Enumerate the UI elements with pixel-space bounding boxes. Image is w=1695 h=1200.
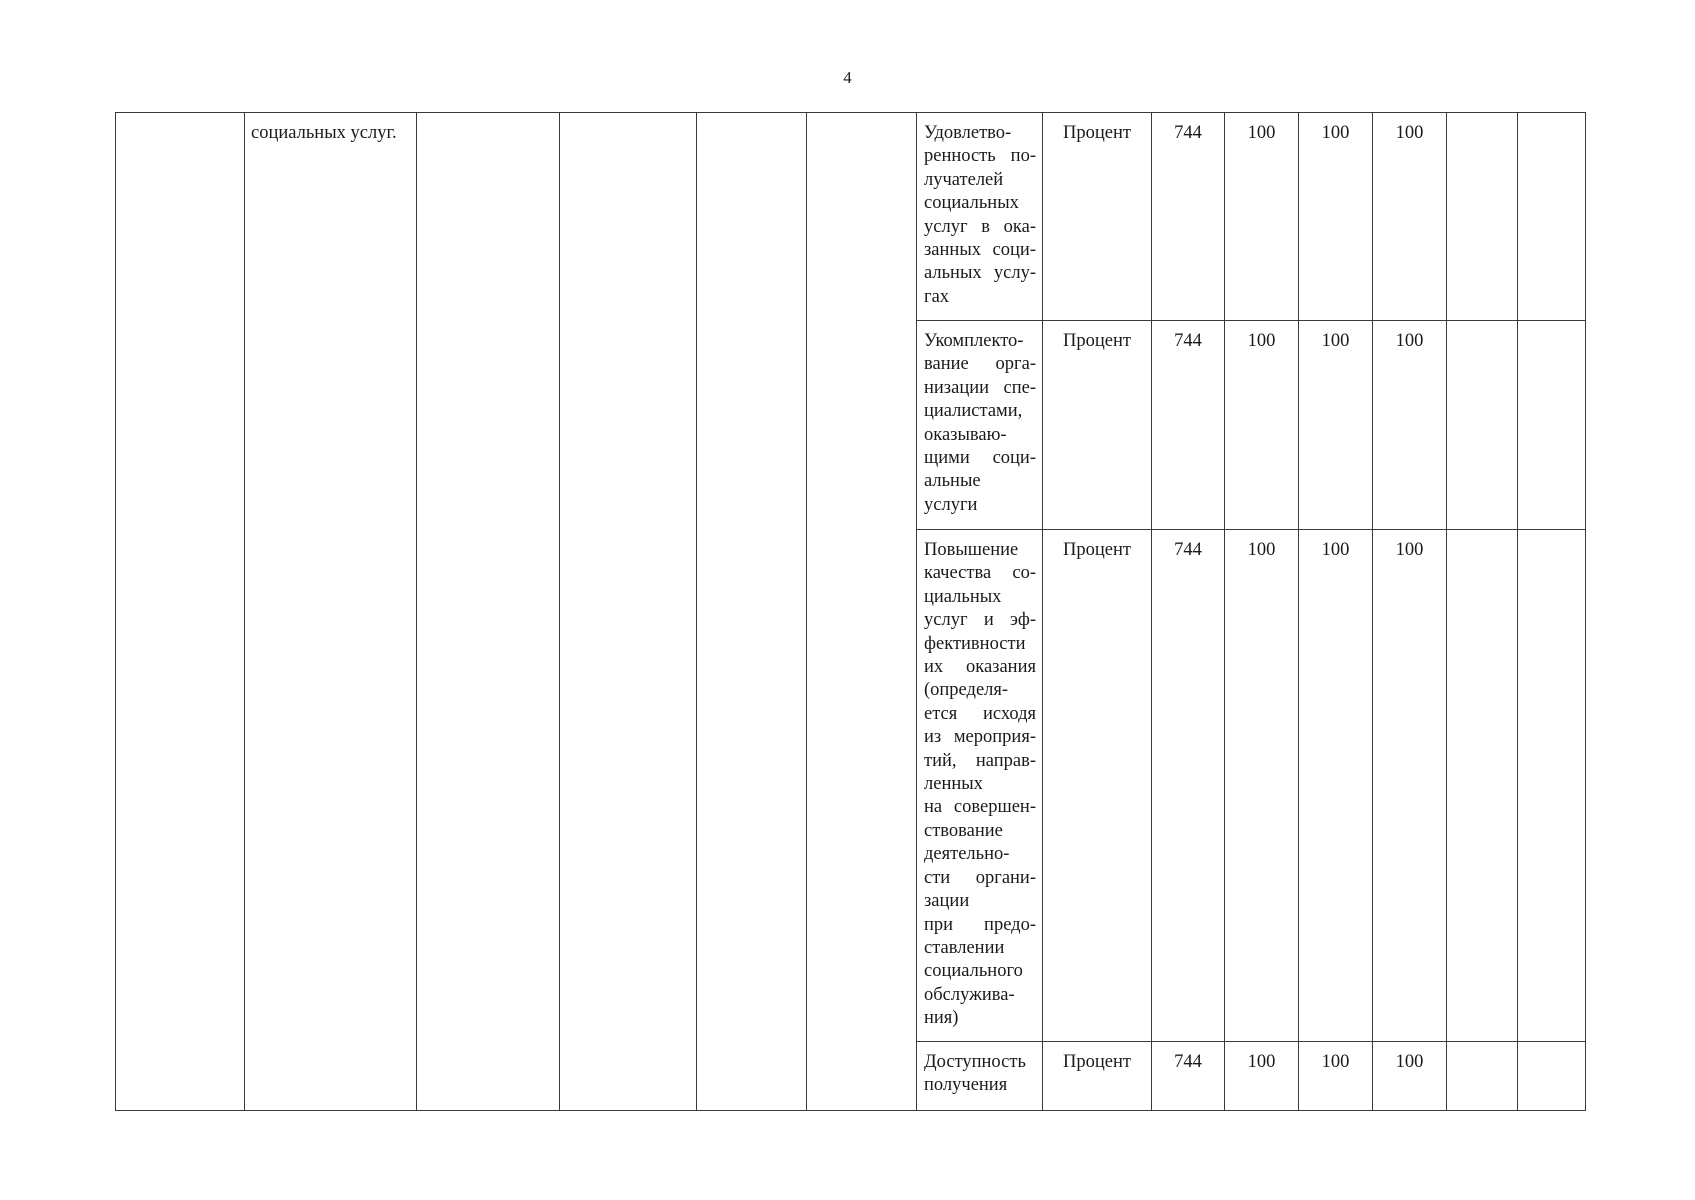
indicator-line: тий, направ-	[924, 750, 1036, 771]
indicator-line: услуги	[924, 494, 978, 515]
indicator-line: деятельно-	[924, 844, 1010, 865]
indicator-line: на совершен-	[924, 797, 1036, 818]
indicator-line: социального	[924, 961, 1023, 982]
extra-cell-2	[1518, 1042, 1586, 1111]
extra-cell-1	[1447, 1042, 1518, 1111]
indicator-line: Укомплекто-	[924, 331, 1024, 351]
indicator-line: обслужива-	[924, 984, 1015, 1005]
service-name-cell	[245, 113, 417, 1111]
indicator-line: вание орга-	[924, 354, 1036, 375]
indicator-line: гах	[924, 286, 950, 307]
extra-cell-1	[1447, 113, 1518, 321]
indicator-line: Доступность	[924, 1052, 1026, 1072]
indicator-line: циальных	[924, 586, 1002, 607]
indicator-line: услуг и эф-	[924, 610, 1036, 631]
indicator-line: ставлении	[924, 937, 1005, 958]
indicator-name-cell	[917, 321, 1043, 530]
okei-code-cell: 744	[1152, 321, 1225, 530]
indicator-line: качества со-	[924, 563, 1036, 584]
indicator-name-cell	[917, 1042, 1043, 1111]
value-cell-1: 100	[1225, 113, 1299, 321]
extra-cell-2	[1518, 530, 1586, 1042]
value-cell-3: 100	[1373, 113, 1447, 321]
value-cell-1: 100	[1225, 530, 1299, 1042]
service-indicators-table	[115, 112, 1586, 1111]
unit-cell: Процент	[1043, 1042, 1152, 1111]
indicator-line: при предо-	[924, 914, 1036, 935]
value-cell-3: 100	[1373, 1042, 1447, 1111]
value-cell-1: 100	[1225, 321, 1299, 530]
indicator-line: ленных	[924, 774, 983, 795]
indicator-line: фективности	[924, 633, 1026, 654]
extra-cell-1	[1447, 321, 1518, 530]
indicator-line: получения	[924, 1075, 1008, 1096]
indicator-line: альные	[924, 471, 981, 492]
indicator-line: ренность по-	[924, 146, 1036, 167]
okei-code-cell: 744	[1152, 1042, 1225, 1111]
value-cell-2: 100	[1299, 321, 1373, 530]
condition-cell-1	[697, 113, 807, 1111]
indicator-line: услуг в ока-	[924, 216, 1036, 237]
unit-cell: Процент	[1043, 321, 1152, 530]
table-row	[116, 113, 1586, 321]
extra-cell-2	[1518, 321, 1586, 530]
registry-number-cell	[116, 113, 245, 1111]
indicator-line: ется исходя	[924, 703, 1036, 724]
content-cell-2	[560, 113, 697, 1111]
indicator-line: альных услу-	[924, 263, 1036, 284]
extra-cell-1	[1447, 530, 1518, 1042]
indicator-line: щими соци-	[924, 448, 1036, 469]
value-cell-2: 100	[1299, 530, 1373, 1042]
indicator-line: низации спе-	[924, 377, 1036, 398]
page-number: 4	[843, 68, 852, 87]
indicator-line: из мероприя-	[924, 727, 1036, 748]
condition-cell-2	[807, 113, 917, 1111]
unit-cell: Процент	[1043, 530, 1152, 1042]
indicator-name-cell	[917, 530, 1043, 1042]
indicator-line: зации	[924, 891, 970, 912]
okei-code-cell: 744	[1152, 530, 1225, 1042]
content-cell-1	[417, 113, 560, 1111]
indicator-line: сти органи-	[924, 867, 1036, 888]
indicator-line: ствование	[924, 820, 1003, 841]
indicator-line: (определя-	[924, 680, 1009, 701]
extra-cell-2	[1518, 113, 1586, 321]
indicator-name-cell	[917, 113, 1043, 321]
value-cell-2: 100	[1299, 1042, 1373, 1111]
indicator-line: ния)	[924, 1008, 959, 1029]
indicator-line: их оказания	[924, 657, 1036, 678]
indicator-line: социальных	[924, 193, 1019, 214]
value-cell-3: 100	[1373, 530, 1447, 1042]
indicator-line: циалистами,	[924, 401, 1023, 422]
indicator-line: занных соци-	[924, 240, 1036, 261]
indicator-line: Повышение	[924, 540, 1019, 560]
indicator-line: лучателей	[924, 169, 1004, 190]
value-cell-1: 100	[1225, 1042, 1299, 1111]
unit-cell: Процент	[1043, 113, 1152, 321]
value-cell-2: 100	[1299, 113, 1373, 321]
indicator-line: оказываю-	[924, 424, 1007, 445]
indicator-line: Удовлетво-	[924, 123, 1012, 143]
okei-code-cell: 744	[1152, 113, 1225, 321]
service-name-text: социальных услуг.	[251, 123, 397, 143]
value-cell-3: 100	[1373, 321, 1447, 530]
